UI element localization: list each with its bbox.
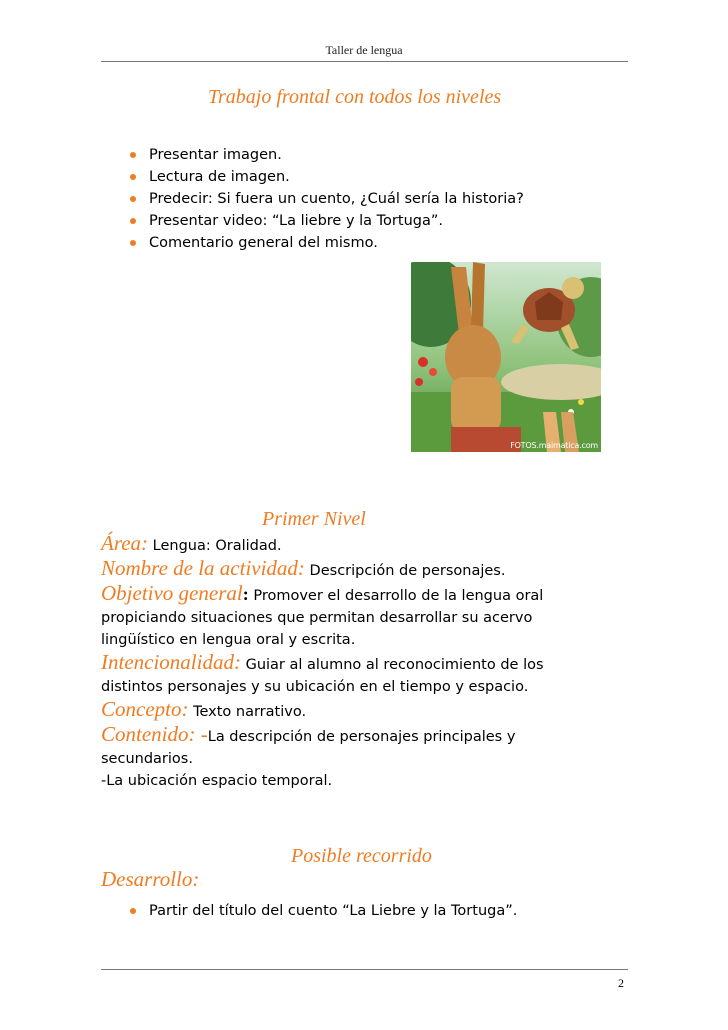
dev-line xyxy=(101,868,621,893)
objective-label: Objetivo general xyxy=(101,581,243,605)
intent-text-line2: distintos personajes y su ubicación en el tiempo y espacio. xyxy=(101,679,529,695)
concept-value: Texto narrativo. xyxy=(193,704,307,720)
page-number: 2 xyxy=(618,976,624,990)
activity-line xyxy=(101,557,621,582)
list-item: Lectura de imagen. xyxy=(127,166,524,188)
objective-text: Promover el desarrollo de la lengua oral xyxy=(253,588,544,604)
activity-label: Nombre de la actividad: xyxy=(101,556,305,580)
list-item: Presentar imagen. xyxy=(127,144,524,166)
list-item: Presentar video: “La liebre y la Tortuga”. xyxy=(127,210,524,232)
recorrido-bullet-list xyxy=(127,900,517,922)
recorrido-body xyxy=(101,868,621,893)
content-label: Contenido: - xyxy=(101,722,208,746)
dev-label: Desarrollo: xyxy=(101,867,200,891)
content-text: La descripción de personajes principales y xyxy=(207,729,516,745)
illustration-graphic xyxy=(411,262,601,452)
content-line xyxy=(101,723,621,748)
concept-label: Concepto: xyxy=(101,697,189,721)
header-rule xyxy=(101,61,628,62)
area-value: Lengua: Oralidad. xyxy=(152,538,282,554)
objective-text-line3: lingüístico en lengua oral y escrita. xyxy=(101,632,356,648)
section-heading-frontal: Trabajo frontal con todos los niveles xyxy=(208,86,502,108)
intent-line xyxy=(101,651,621,676)
area-line xyxy=(101,532,621,557)
activity-value: Descripción de personajes. xyxy=(309,563,506,579)
intent-text: Guiar al alumno al reconocimiento de los xyxy=(245,657,544,673)
list-item: Comentario general del mismo. xyxy=(127,232,524,254)
frontal-bullet-list xyxy=(127,144,524,254)
hare-tortoise-illustration xyxy=(411,262,601,452)
image-credit: FOTOS.maimatica.com xyxy=(510,441,598,450)
objective-colon: : xyxy=(242,584,249,604)
content-text-line2: secundarios. xyxy=(101,751,193,767)
list-item: Partir del título del cuento “La Liebre y la Tortuga”. xyxy=(127,900,517,922)
content-text-line3: -La ubicación espacio temporal. xyxy=(101,773,333,789)
objective-line xyxy=(101,582,621,607)
area-label: Área: xyxy=(101,531,149,555)
intent-label: Intencionalidad: xyxy=(101,650,241,674)
section-heading-recorrido: Posible recorrido xyxy=(291,845,432,867)
primer-nivel-body xyxy=(101,532,621,792)
objective-text-line2: propiciando situaciones que permitan desarrollar su acervo xyxy=(101,610,533,626)
concept-line xyxy=(101,698,621,723)
list-item: Predecir: Si fuera un cuento, ¿Cuál sería la historia? xyxy=(127,188,524,210)
section-heading-primer-nivel: Primer Nivel xyxy=(262,508,366,530)
footer-rule xyxy=(101,969,628,970)
page-header: Taller de lengua xyxy=(325,43,403,57)
